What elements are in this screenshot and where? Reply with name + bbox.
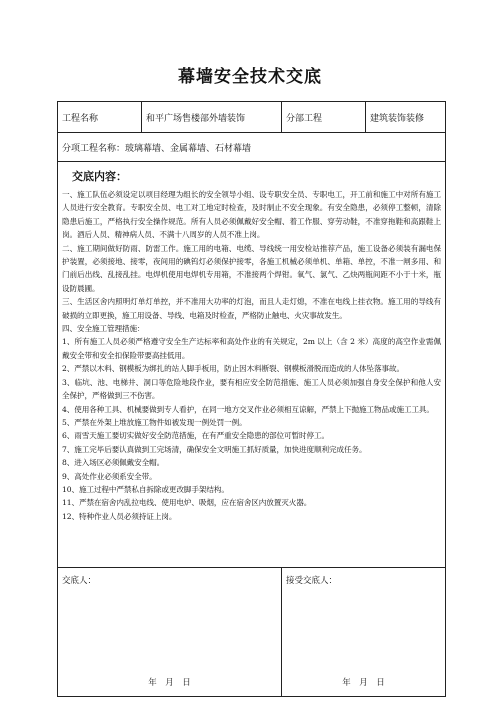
project-name-label: 工程名称 [58, 102, 142, 133]
discloser-label: 交底人： [62, 576, 97, 586]
receiver-label: 接受交底人： [286, 576, 338, 586]
content-paragraph: 4、使用各种工具、机械要做到专人看护，在同一地方交叉作业必须相互谅解，严禁上下抛施工物品或施工工具。 [62, 404, 434, 414]
content-paragraph: 三、生活区舍内照明灯单灯单控，并不准用大功率的灯泡，而且人走灯熄，不准在电线上挂衣物。施工用的导线有破损的立即更换，施工用设备、导线、电箱及时检查，严格防止触电、火灾事故发生。 [62, 297, 441, 320]
discloser-cell [58, 568, 282, 697]
subproject-row [58, 133, 446, 162]
content-paragraph: 12、特种作业人员必须持证上岗。 [62, 511, 177, 521]
content-body [62, 188, 441, 523]
content-paragraph: 2、严禁以木料、钢模板为绑扎的站人脚手板用，防止因木料断裂、钢模板滑脱而造成的人体坠落事故。 [62, 364, 404, 374]
page-title: 幕墙安全技术交底 [178, 67, 322, 87]
division-value: 建筑装饰装修 [366, 102, 446, 133]
content-paragraph: 3、临坑、池、电梯井、洞口等危险地段作业，要有相应安全防范措施、施工人员必须加强自身安全保护和他人安全保护，严格做到三不伤害。 [62, 377, 441, 401]
content-paragraph: 9、高处作业必须系安全带。 [62, 471, 157, 481]
content-paragraph: 二、施工期间做好防雨、防雷工作。施工用的电箱、电缆、导线统一用安检站推荐产品，施工设备必须装有漏电保护装置，必须接地、接零，夜间用的碘钨灯必须保护接零，各施工机械必须单机、单箱、单控，不准一闸多用、和门前后出线、乱接乱挂。电焊机使用电焊机专用箱，不准接两个焊钳。氧气、氯气、乙炔两瓶间距不小于十米，瓶设防晨圃。 [62, 243, 441, 293]
content-heading: 交底内容： [72, 170, 127, 183]
content-paragraph: 11、严禁在宿舍内乱拉电线、使用电炉、吸烟，应在宿舍区内放置灭火器。 [62, 498, 312, 508]
content-paragraph: 8、进入场区必须佩戴安全帽。 [62, 458, 165, 468]
header-row [58, 102, 446, 133]
disclosure-form [57, 101, 446, 697]
signature-row [58, 568, 446, 697]
content-paragraph: 1、所有施工人员必须严格遵守安全生产达标率和高处作业的有关规定，2m 以上（含 2 米）高度的高空作业需佩戴安全带和安全扣保险带要高挂低用。 [62, 337, 441, 360]
content-cell [58, 162, 446, 568]
discloser-date: 年 月 日 [148, 678, 191, 688]
division-label: 分部工程 [282, 102, 366, 133]
content-paragraph: 一、施工队伍必须设定以项目经理为组长的安全领导小组、设专职安全员、专职电工，开工前和施工中对所有施工人员进行安全教育。专职安全员、电工对工地定时检查，及时制止不安全现象。有安全隐患，必须停工整顿，清除隐患后施工，严格执行安全操作规范。所有人员必须佩戴好安全帽、着工作服、穿劳动鞋，不准穿拖鞋和高跟鞋上岗。酒后人员、精神病人员、不满十八周岁的人员不准上岗。 [62, 190, 441, 240]
content-paragraph: 5、严禁在外架上堆放施工物件如被发现一例处罚一例。 [62, 417, 247, 427]
receiver-date: 年 月 日 [342, 678, 385, 688]
content-paragraph: 10、施工过程中严禁私自拆除或更改脚手架结构。 [62, 484, 229, 494]
content-paragraph: 四、安全施工管理措施： [62, 324, 145, 334]
subproject-name: 分项工程名称：玻璃幕墙、金属幕墙、石材幕墙 [58, 133, 446, 162]
receiver-cell [282, 568, 446, 697]
project-name-value: 和平广场售楼部外墙装饰 [142, 102, 282, 133]
content-paragraph: 7、施工完毕后要认真做到工完场清，确保安全文明施工抓好质量，加快进度顺利完成任务。 [62, 444, 367, 454]
content-paragraph: 6、雨雪天施工要切实做好安全防范措施，在有严重安全隐患的部位可暂时停工。 [62, 431, 330, 441]
content-row [58, 162, 446, 568]
